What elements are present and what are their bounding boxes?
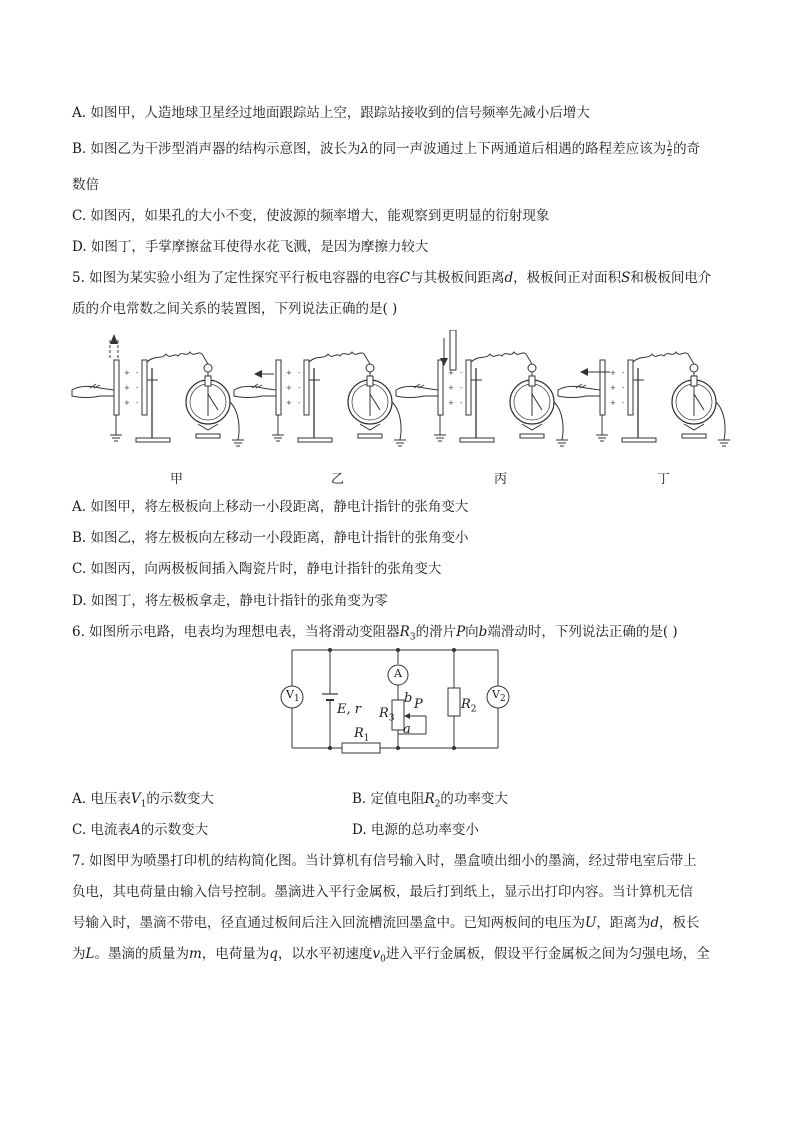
circuit-label-r2: $R_2$	[461, 697, 477, 715]
q4-option-c: C. 如图丙，如果孔的大小不变，使波源的频率增大，能观察到更明显的衍射现象	[72, 208, 550, 224]
q5-option-b: B. 如图乙，将左极板向左移动一小段距离，静电计指针的张角变小	[72, 530, 469, 546]
q5-option-c: C. 如图丙，向两极板间插入陶瓷片时，静电计指针的张角变大	[72, 561, 442, 577]
q5-stem-line1	[72, 269, 711, 287]
figure-label-jia: 甲	[170, 472, 184, 487]
fraction-numerator: λ	[667, 140, 673, 149]
resistor-r1-icon	[342, 743, 380, 753]
fraction-denominator: 2	[667, 149, 673, 158]
q6-option-c: C. 电流表A的示数变大	[72, 822, 209, 838]
circuit-label-a-end: a	[403, 722, 411, 737]
q6-text-c: 向	[465, 624, 479, 640]
q5-text-b: 与其极板间距离	[410, 270, 505, 286]
q5-text-a: 5. 如图为某实验小组为了定性探究平行板电容器的电容	[72, 270, 400, 286]
q7-line2: 负电，其电荷量由输入信号控制。墨滴进入平行金属板，最后打到纸上，显示出打印内容。当计算机无信	[72, 884, 693, 900]
var-r3: R	[399, 624, 410, 640]
var-d: d	[504, 270, 514, 286]
circuit-label-r3: $R_3$	[379, 706, 395, 724]
q7-line1: 7. 如图甲为喷墨打印机的结构简化图。当计算机有信号输入时，墨盒喷出细小的墨滴，经过带电室后带上	[72, 853, 697, 869]
q4-b-text1: B. 如图乙为干涉型消声器的结构示意图，波长为	[72, 141, 361, 157]
q6-option-d: D. 电源的总功率变小	[352, 822, 479, 838]
var-b: b	[478, 624, 488, 640]
q4-option-a: A. 如图甲，人造地球卫星经过地面跟踪站上空，跟踪站接收到的信号频率先减小后增大	[72, 105, 590, 121]
circuit-label-v1: $V_1$	[286, 688, 300, 705]
q5-text-d: 和极板间电介	[630, 270, 712, 286]
circuit-label-e-r: E, r	[337, 702, 361, 717]
q6-text-d: 端滑动时，下列说法正确的是( )	[487, 624, 678, 640]
figure-label-bing: 丙	[494, 472, 508, 487]
q4-b-text3: 的奇	[673, 141, 701, 157]
circuit-label-b: b	[404, 691, 413, 706]
figure-label-yi: 乙	[331, 472, 345, 487]
q7-line3: 号输入时，墨滴不带电，径直通过板间后注入回流槽流回墨盒中。已知两板间的电压为U，距离为d，板长	[72, 915, 700, 931]
circuit-label-a: A	[394, 667, 402, 680]
circuit-diagram	[276, 646, 516, 756]
var-c: C	[399, 270, 411, 286]
q5-option-a: A. 如图甲，将左极板向上移动一小段距离，静电计指针的张角变大	[72, 499, 469, 515]
lambda-half-fraction	[667, 141, 672, 158]
circuit-label-v2: $V_2$	[492, 688, 506, 705]
q4-option-b-line2: 数倍	[72, 177, 99, 193]
lambda-symbol: λ	[360, 141, 370, 157]
var-s: S	[621, 270, 631, 286]
circuit-label-p: P	[414, 697, 423, 712]
var-p: P	[456, 624, 466, 640]
q6-option-b: B. 定值电阻$R_2$的功率变大	[352, 791, 508, 810]
q4-option-d: D. 如图丁，手掌摩擦盆耳使得水花飞溅，是因为摩擦力较大	[72, 239, 429, 255]
q4-b-text2: 的同一声波通过上下两通道后相遇的路程差应该为	[369, 141, 667, 157]
q6-option-a: A. 电压表$V_1$的示数变大	[72, 791, 214, 810]
q5-option-d: D. 如图丁，将左极板拿走，静电计指针的张角变为零	[72, 593, 388, 609]
q4-option-b	[72, 140, 700, 158]
q7-line4: 为L。墨滴的质量为m，电荷量为q，以水平初速度$v_0$进入平行金属板，假设平行金属板之间为匀强电场，全	[72, 946, 710, 965]
q5-text-c: ，极板间正对面积	[513, 270, 622, 286]
q6-text-b: 的滑片	[415, 624, 457, 640]
circuit-label-r1: $R_1$	[354, 726, 370, 744]
capacitor-apparatus-figure	[70, 330, 730, 460]
q6-stem	[72, 623, 678, 647]
var-r3-sub: 3	[409, 632, 416, 643]
q6-text-a: 6. 如图所示电路，电表均为理想电表，当将滑动变阻器	[72, 624, 400, 640]
figure-label-ding: 丁	[657, 472, 671, 487]
q5-stem-line2: 质的介电常数之间关系的装置图，下列说法正确的是( )	[72, 301, 398, 317]
resistor-r2-icon	[448, 688, 460, 716]
